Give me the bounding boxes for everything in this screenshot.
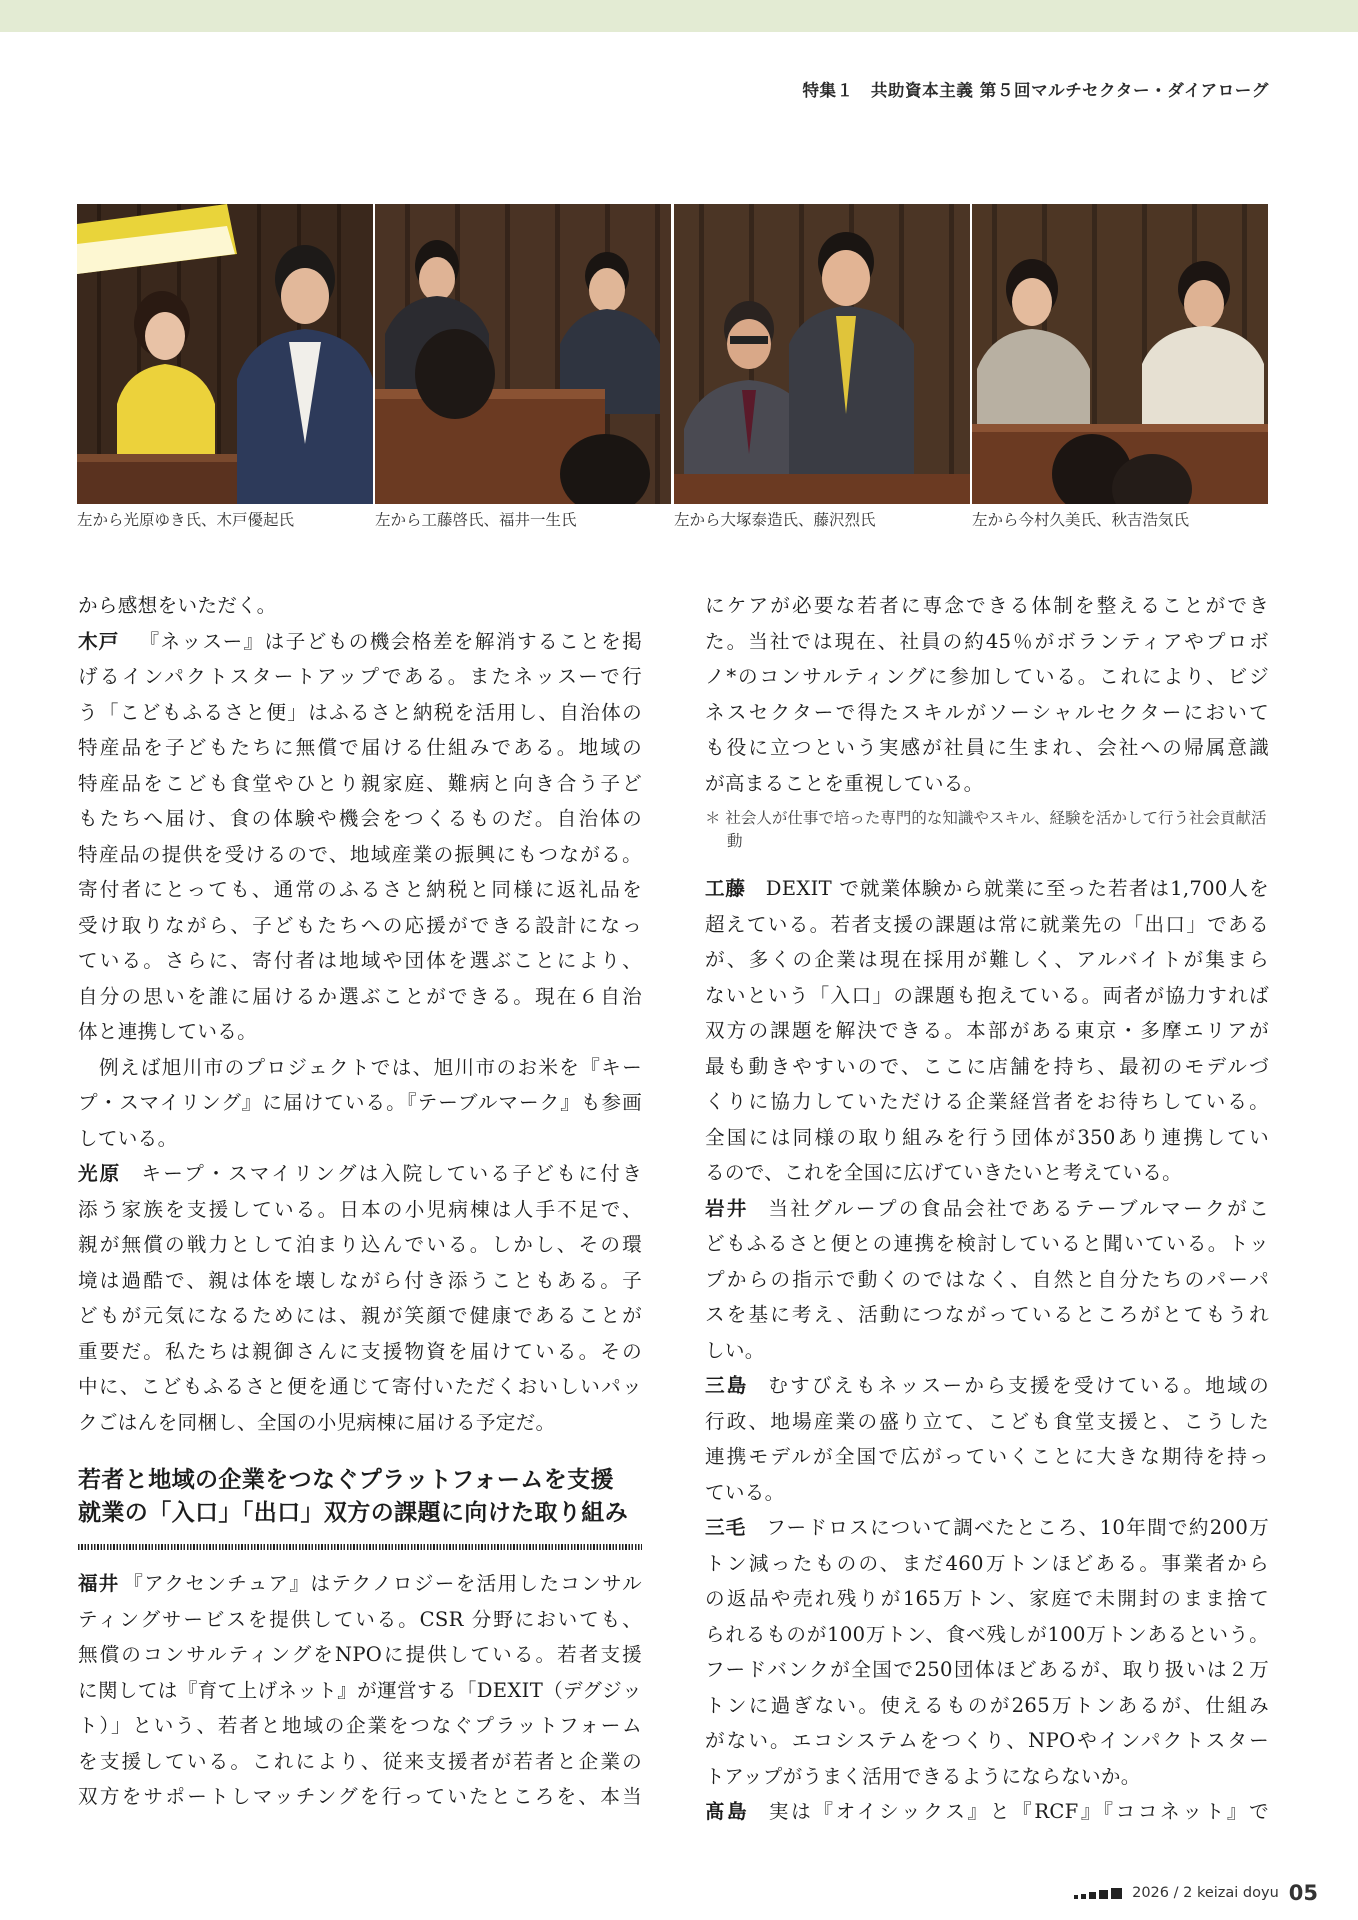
- body-line: 髙島 実は『オイシックス』と『RCF』『ココネット』で: [705, 1800, 1270, 1823]
- body-line: が高まることを重視している。: [705, 771, 984, 795]
- body-line: 工藤 DEXIT で就業体験から就業に至った若者は1,700人を: [705, 877, 1270, 900]
- body-line: 特産品を子どもたちに無償で届ける仕組みである。地域の: [78, 736, 642, 759]
- body-line: プからの指示で動くのではなく、自然と自分たちのパーパ: [705, 1267, 1269, 1291]
- body-line: を支援している。これにより、従来支援者が若者と企業の: [78, 1749, 642, 1773]
- photo-kudo-fukui: [375, 204, 671, 504]
- page-number: 05: [1288, 1881, 1318, 1905]
- body-line: 境は過酷で、親は体を壊しながら付き添うこともある。子: [78, 1268, 642, 1292]
- footnote: ＊ 社会人が仕事で培った専門的な知識やスキル、経験を活かして行う社会貢献活動: [705, 809, 1267, 850]
- body-line: 無償のコンサルティングをNPOに提供している。若者支援: [78, 1643, 642, 1666]
- body-line: どもが元気になるためには、親が笑顔で健康であることが: [78, 1304, 642, 1327]
- section-heading: [78, 1464, 642, 1530]
- body-line: う「こどもふるさと便」はふるさと納税を活用し、自治体の: [78, 700, 642, 724]
- body-line: にケアが必要な若者に専念できる体制を整えることができ: [705, 594, 1269, 617]
- body-line: フードバンクが全国で250団体ほどあるが、取り扱いは２万: [705, 1658, 1269, 1681]
- heading-line: 若者と地域の企業をつなぐプラットフォームを支援: [78, 1467, 614, 1493]
- body-line: 自分の思いを誰に届けるか選ぶことができる。現在６自治: [78, 984, 642, 1008]
- body-line: げるインパクトスタートアップである。またネッスーで行: [78, 665, 642, 688]
- speaker-name: 岩井: [705, 1196, 749, 1220]
- body-line: プ・スマイリング』に届けている。『テーブルマーク』も参画: [78, 1091, 642, 1114]
- body-line: も役に立つという実感が社員に生まれ、会社への帰属意識: [705, 736, 1269, 759]
- photo-image: [375, 204, 671, 504]
- body-line: が、多くの企業は現在採用が難しく、アルバイトが集まら: [705, 948, 1269, 971]
- body-line: もたちへ届け、食の体験や機会をつくるものだ。自治体の: [78, 807, 642, 830]
- body-line: がない。エコシステムをつくり、NPOやインパクトスター: [705, 1729, 1269, 1752]
- body-line: 双方をサポートしマッチングを行っていたところを、本当: [78, 1785, 642, 1808]
- body-line: ている。: [705, 1480, 785, 1504]
- body-line: 受け取りながら、子どもたちへの応援ができる設計になっ: [78, 913, 642, 937]
- speaker-name: 木戸: [78, 629, 120, 653]
- body-line: 中に、こどもふるさと便を通じて寄付いただくおいしいパッ: [78, 1375, 642, 1398]
- body-line: ネスセクターで得たスキルがソーシャルセクターにおいて: [705, 700, 1269, 724]
- body-line: 岩井 当社グループの食品会社であるテーブルマークがこ: [705, 1196, 1269, 1220]
- body-line: 連携モデルが全国で広がっていくことに大きな期待を持っ: [705, 1445, 1269, 1468]
- body-line: 寄付者にとっても、通常のふるさと納税と同様に返礼品を: [78, 878, 642, 901]
- body-line: ないという「入口」の課題も抱えている。両者が協力すれば: [705, 983, 1269, 1007]
- body-line: スを基に考え、活動につながっているところがとてもうれ: [705, 1303, 1269, 1326]
- body-line: トアップがうまく活用できるようにならないか。: [705, 1764, 1141, 1788]
- speaker-name: 福井: [78, 1572, 120, 1595]
- body-line: るので、これを全国に広げていきたいと考えている。: [705, 1161, 1183, 1184]
- footer-dots-icon: [1074, 1888, 1122, 1899]
- body-line: 特産品の提供を受けるので、地域産業の振興にもつながる。: [78, 842, 642, 866]
- issue-label: 2026 / 2 keizai doyu: [1132, 1885, 1279, 1901]
- photo-caption: 左から工藤啓氏、福井一生氏: [375, 511, 577, 529]
- speaker-name: 髙島: [705, 1800, 749, 1823]
- body-line: た。当社では現在、社員の約45％がボランティアやプロボ: [705, 629, 1269, 653]
- body-line: 最も動きやすいので、ここに店舗を持ち、最初のモデルづ: [705, 1054, 1269, 1078]
- page-footer: [1074, 1881, 1318, 1905]
- body-line: 例えば旭川市のプロジェクトでは、旭川市のお米を『キー: [78, 1055, 642, 1079]
- body-line: 重要だ。私たちは親御さんに支援物資を届けている。その: [78, 1339, 642, 1363]
- speaker-name: 工藤: [705, 877, 746, 900]
- body-line: 三毛 フードロスについて調べたところ、10年間で約200万: [705, 1516, 1269, 1539]
- body-line: 双方の課題を解決できる。本部がある東京・多摩エリアが: [705, 1019, 1269, 1042]
- photo-mitsuhara-kido: [77, 204, 373, 504]
- photo-image: [77, 204, 373, 504]
- body-line: から感想をいただく。: [78, 594, 277, 617]
- photo-otsuka-fujisawa: [674, 204, 970, 504]
- photo-image: [972, 204, 1268, 504]
- body-line: の返品や売れ残りが165万トン、家庭で未開封のまま捨て: [705, 1587, 1269, 1610]
- photo-caption: 左から光原ゆき氏、木戸優起氏: [77, 511, 295, 529]
- speaker-name: 三毛: [705, 1516, 747, 1539]
- heading-line: 就業の「入口」「出口」双方の課題に向けた取り組み: [78, 1500, 629, 1526]
- body-line: ている。さらに、寄付者は地域や団体を選ぶことにより、: [78, 949, 642, 972]
- body-line: どもふるさと便との連携を検討していると聞いている。トッ: [705, 1232, 1269, 1255]
- body-line: 体と連携している。: [78, 1020, 258, 1043]
- body-line: 特産品をこども食堂やひとり親家庭、難病と向き合う子ど: [78, 771, 642, 795]
- body-line: している。: [78, 1126, 178, 1150]
- photo-image: [674, 204, 970, 504]
- body-line: ノ*のコンサルティングに参加している。これにより、ビジ: [705, 665, 1269, 688]
- body-line: 三島 むすびえもネッスーから支援を受けている。地域の: [705, 1374, 1270, 1397]
- body-line: しい。: [705, 1338, 765, 1362]
- photo-caption: 左から今村久美氏、秋吉浩気氏: [972, 511, 1190, 529]
- body-line: られるものが100万トン、食べ残しが100万トンあるという。: [705, 1622, 1269, 1646]
- body-line: くりに協力していただける企業経営者をお待ちしている。: [705, 1090, 1269, 1113]
- body-line: ト）」という、若者と地域の企業をつなぐプラットフォーム: [78, 1714, 642, 1737]
- left-column: [78, 588, 642, 1815]
- photo-strip: [77, 204, 1269, 504]
- photo-caption: 左から大塚泰造氏、藤沢烈氏: [674, 511, 876, 529]
- body-line: 添う家族を支援している。日本の小児病棟は人手不足で、: [78, 1197, 642, 1221]
- photo-imamura-akiyoshi: [972, 204, 1268, 504]
- body-line: 光原 キープ・スマイリングは入院している子どもに付き: [78, 1162, 643, 1185]
- body-line: ティングサービスを提供している。CSR 分野においても、: [78, 1607, 642, 1631]
- right-column: [705, 588, 1269, 1830]
- top-color-band: [0, 0, 1358, 32]
- body-line: 親が無償の戦力として泊まり込んでいる。しかし、その環: [78, 1233, 642, 1256]
- speaker-name: 三島: [705, 1374, 749, 1397]
- section-header: 特集１ 共助資本主義 第５回マルチセクター・ダイアローグ: [802, 81, 1269, 100]
- body-line: トンに過ぎない。使えるものが265万トンあるが、仕組み: [705, 1693, 1269, 1717]
- body-line: 木戸 『ネッスー』は子どもの機会格差を解消することを掲: [78, 629, 642, 653]
- body-line: クごはんを同梱し、全国の小児病棟に届ける予定だ。: [78, 1410, 556, 1434]
- speaker-name: 光原: [78, 1162, 122, 1185]
- body-line: 超えている。若者支援の課題は常に就業先の「出口」である: [705, 912, 1269, 936]
- body-line: 行政、地場産業の盛り立て、こども食堂支援と、こうした: [705, 1409, 1269, 1433]
- body-line: 全国には同様の取り組みを行う団体が350あり連携してい: [705, 1125, 1269, 1149]
- body-line: 福井 『アクセンチュア』はテクノロジーを活用したコンサル: [78, 1572, 642, 1595]
- heading-divider: [78, 1544, 642, 1550]
- body-line: に関しては『育て上げネット』が運営する「DEXIT（デグジッ: [78, 1678, 642, 1702]
- body-line: トン減ったものの、まだ460万トンほどある。事業者から: [705, 1551, 1269, 1575]
